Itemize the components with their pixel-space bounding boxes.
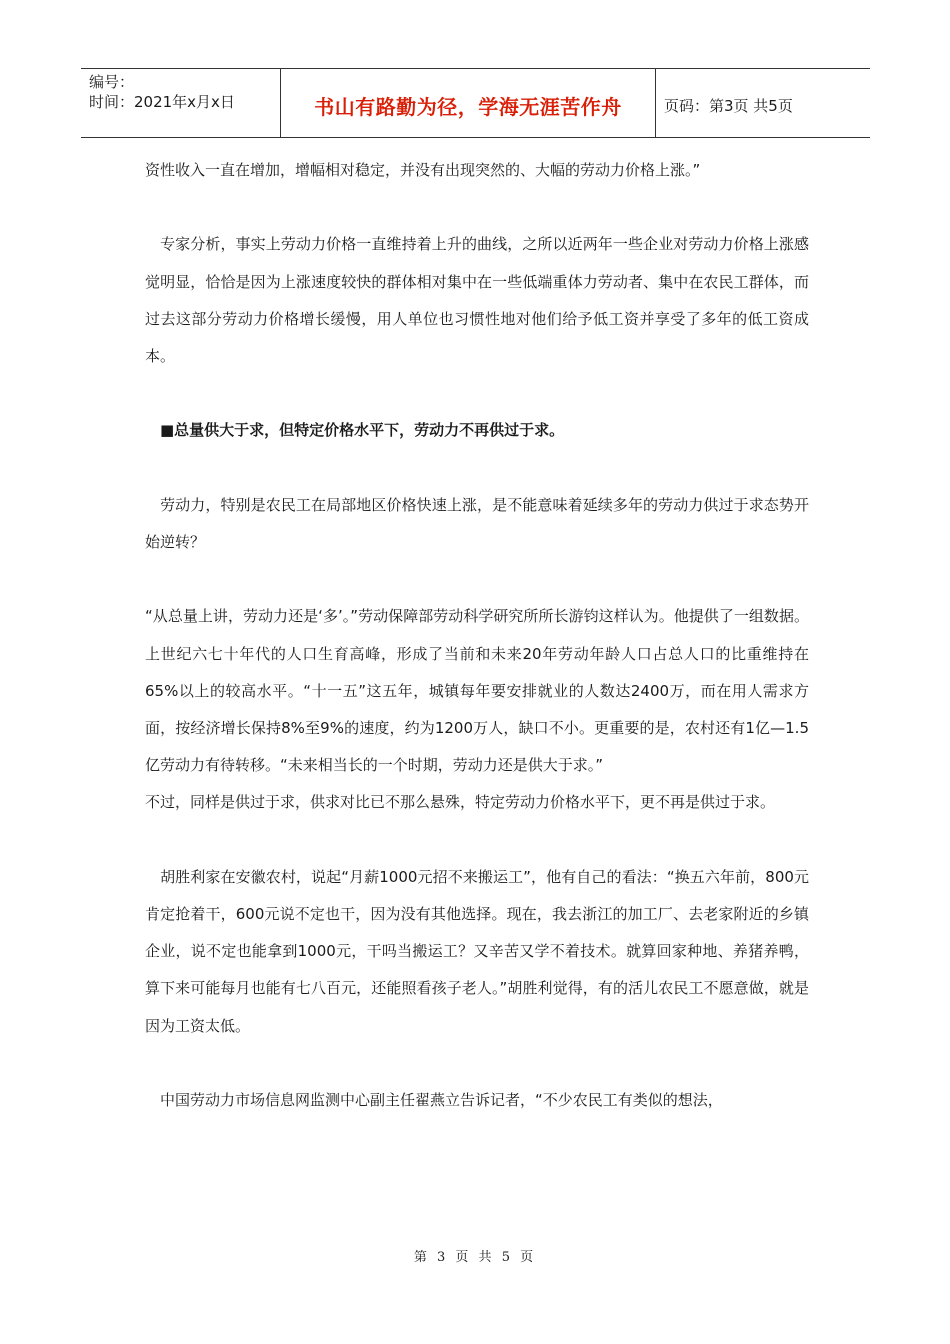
document-number-label: 编号：	[89, 73, 135, 91]
paragraph: 不过，同样是供过于求，供求对比已不那么悬殊，特定劳动力价格水平下，更不再是供过于求。	[145, 793, 776, 812]
motto-text: 书山有路勤为径，学海无涯苦作舟	[314, 94, 622, 119]
document-time-label: 时间：2021年x月x日	[89, 93, 235, 111]
header-motto-cell	[281, 69, 656, 137]
page-header	[81, 68, 870, 138]
header-meta	[81, 69, 281, 137]
paragraph: 专家分析，事实上劳动力价格一直维持着上升的曲线，之所以近两年一些企业对劳动力价格上涨感觉明显，恰恰是因为上涨速度较快的群体相对集中在一些低端重体力劳动者、集中在农民工群体，而过去这部分劳动力价格增长缓慢，用人单位也习惯性地对他们给予低工资并享受了多年的低工资成本。	[145, 235, 809, 365]
header-page-cell	[656, 69, 870, 137]
paragraph: 资性收入一直在增加，增幅相对稳定，并没有出现突然的、大幅的劳动力价格上涨。”	[145, 161, 701, 179]
document-body	[145, 152, 809, 1119]
page-footer: 第 3 页 共 5 页	[413, 1250, 537, 1265]
paragraph: 劳动力，特别是农民工在局部地区价格快速上涨，是不能意味着延续多年的劳动力供过于求态势开始逆转？	[145, 495, 809, 551]
paragraph: 中国劳动力市场信息网监测中心副主任翟燕立告诉记者，“不少农民工有类似的想法，	[145, 1090, 723, 1109]
paragraph: 胡胜利家在安徽农村，说起“月薪1000元招不来搬运工”，他有自己的看法：“换五六年前，800元肯定抢着干，600元说不定也干，因为没有其他选择。现在，我去浙江的加工厂、去老家附近的乡镇企业，说不定也能拿到1000元，干吗当搬运工？又辛苦又学不着技术。就算回家种地、养猪养鸭，算下来可能每月也能有七八百元，还能照看孩子老人。”胡胜利觉得，有的活儿农民工不愿意做，就是因为工资太低。	[145, 867, 809, 1035]
page-number-label: 页码：第3页 共5页	[664, 96, 793, 115]
paragraph: “从总量上讲，劳动力还是‘多’。”劳动保障部劳动科学研究所所长游钧这样认为。他提供了一组数据。上世纪六七十年代的人口生育高峰，形成了当前和未来20年劳动年龄人口占总人口的比重维持在65%以上的较高水平。“十一五”这五年，城镇每年要安排就业的人数达2400万，而在用人需求方面，按经济增长保持8%至9%的速度，约为1200万人，缺口不小。更重要的是，农村还有1亿—1.5亿劳动力有待转移。“未来相当长的一个时期，劳动力还是供大于求。”	[145, 607, 809, 775]
section-heading: ■总量供大于求，但特定价格水平下，劳动力不再供过于求。	[145, 421, 565, 440]
